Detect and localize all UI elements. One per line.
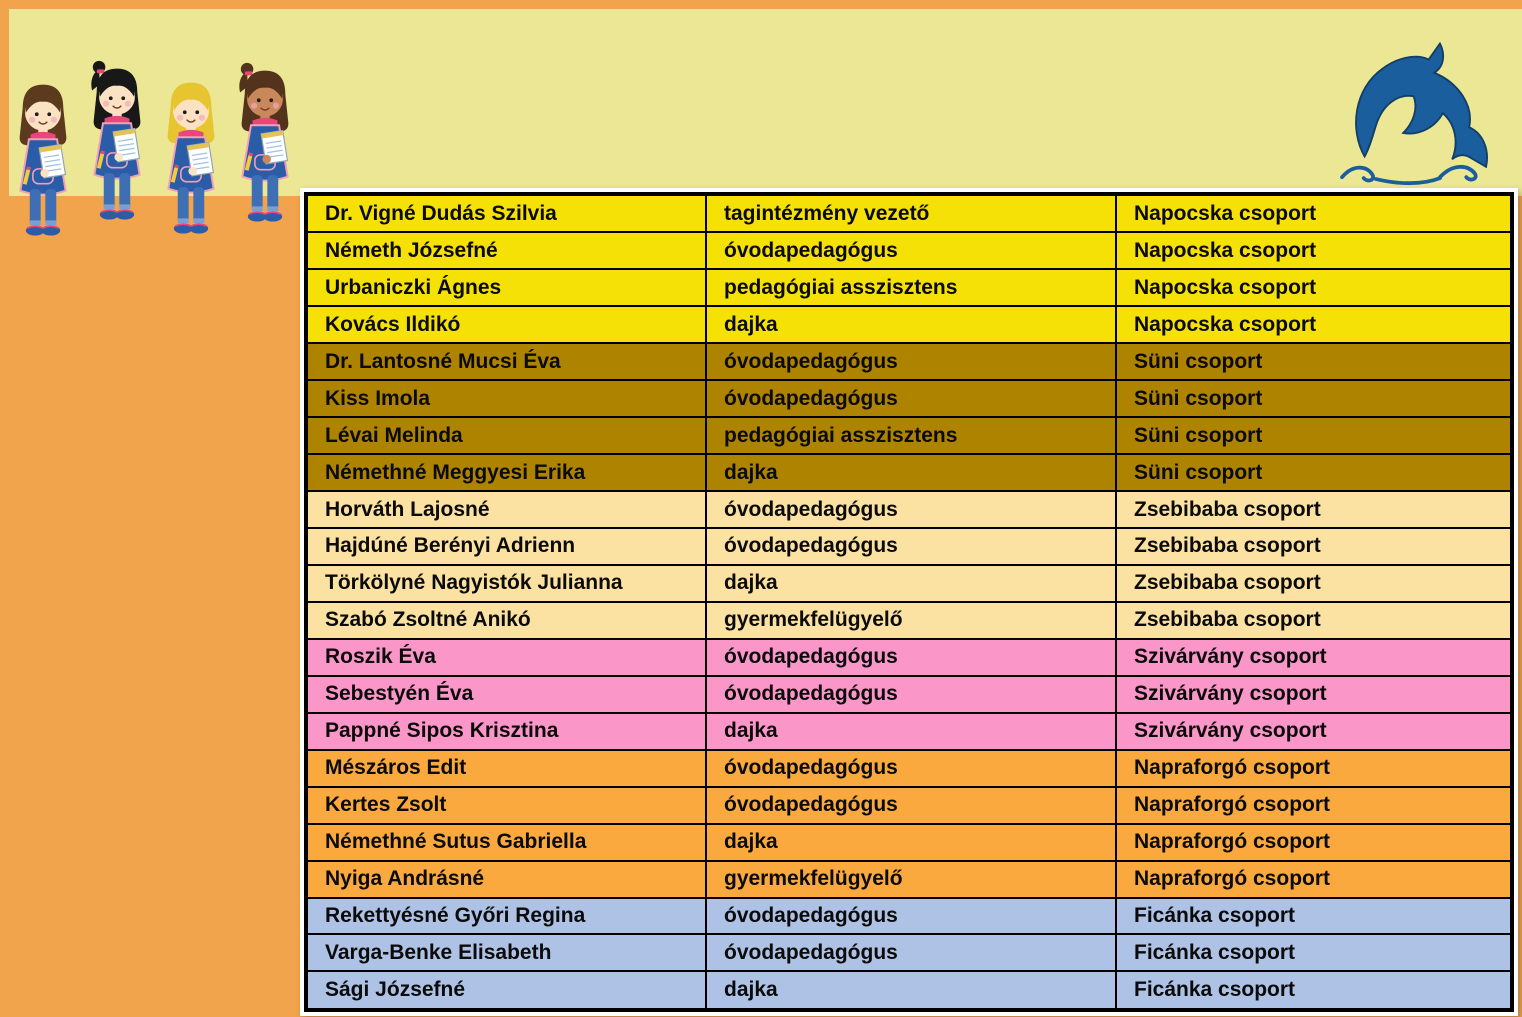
staff-group-cell: Süni csoport	[1116, 343, 1512, 380]
staff-role-cell: óvodapedagógus	[706, 676, 1116, 713]
table-row	[306, 750, 1512, 787]
table-row	[306, 861, 1512, 898]
dolphin-icon	[1328, 36, 1518, 196]
table-row	[306, 269, 1512, 306]
staff-role-cell: gyermekfelügyelő	[706, 602, 1116, 639]
table-row	[306, 787, 1512, 824]
staff-role-cell: dajka	[706, 824, 1116, 861]
staff-role-cell: dajka	[706, 454, 1116, 491]
staff-name-cell: Sebestyén Éva	[306, 676, 706, 713]
staff-group-cell: Napraforgó csoport	[1116, 824, 1512, 861]
staff-role-cell: gyermekfelügyelő	[706, 861, 1116, 898]
table-row	[306, 971, 1512, 1010]
staff-name-cell: Hajdúné Berényi Adrienn	[306, 528, 706, 565]
staff-group-cell: Zsebibaba csoport	[1116, 602, 1512, 639]
table-row	[306, 934, 1512, 971]
table-row	[306, 454, 1512, 491]
staff-role-cell: óvodapedagógus	[706, 491, 1116, 528]
teacher-girl-icon	[226, 42, 304, 242]
table-row	[306, 898, 1512, 935]
staff-role-cell: pedagógiai asszisztens	[706, 417, 1116, 454]
staff-name-cell: Németh Józsefné	[306, 232, 706, 269]
staff-name-cell: Némethné Sutus Gabriella	[306, 824, 706, 861]
staff-group-cell: Napraforgó csoport	[1116, 787, 1512, 824]
staff-role-cell: óvodapedagógus	[706, 380, 1116, 417]
staff-name-cell: Nyiga Andrásné	[306, 861, 706, 898]
staff-group-cell: Napocska csoport	[1116, 232, 1512, 269]
staff-group-cell: Ficánka csoport	[1116, 934, 1512, 971]
staff-role-cell: dajka	[706, 565, 1116, 602]
staff-group-cell: Napraforgó csoport	[1116, 750, 1512, 787]
staff-group-cell: Zsebibaba csoport	[1116, 491, 1512, 528]
staff-group-cell: Napocska csoport	[1116, 269, 1512, 306]
staff-role-cell: dajka	[706, 306, 1116, 343]
staff-group-cell: Szivárvány csoport	[1116, 676, 1512, 713]
table-row	[306, 194, 1512, 232]
staff-role-cell: óvodapedagógus	[706, 750, 1116, 787]
staff-role-cell: óvodapedagógus	[706, 232, 1116, 269]
staff-name-cell: Horváth Lajosné	[306, 491, 706, 528]
staff-group-cell: Szivárvány csoport	[1116, 639, 1512, 676]
staff-table	[304, 192, 1514, 1012]
teacher-girl-icon	[152, 54, 230, 254]
staff-name-cell: Rekettyésné Győri Regina	[306, 898, 706, 935]
table-row	[306, 232, 1512, 269]
kindergarten-teachers-illustration	[4, 40, 300, 256]
staff-group-cell: Süni csoport	[1116, 454, 1512, 491]
staff-name-cell: Urbaniczki Ágnes	[306, 269, 706, 306]
staff-role-cell: óvodapedagógus	[706, 343, 1116, 380]
staff-table-sheet	[300, 188, 1518, 1016]
staff-name-cell: Kertes Zsolt	[306, 787, 706, 824]
staff-group-cell: Napocska csoport	[1116, 306, 1512, 343]
staff-name-cell: Dr. Lantosné Mucsi Éva	[306, 343, 706, 380]
staff-group-cell: Zsebibaba csoport	[1116, 565, 1512, 602]
staff-name-cell: Törkölyné Nagyistók Julianna	[306, 565, 706, 602]
top-orange-bar	[0, 0, 1522, 9]
staff-group-cell: Ficánka csoport	[1116, 898, 1512, 935]
staff-role-cell: pedagógiai asszisztens	[706, 269, 1116, 306]
table-row	[306, 676, 1512, 713]
table-row	[306, 343, 1512, 380]
staff-name-cell: Lévai Melinda	[306, 417, 706, 454]
staff-role-cell: óvodapedagógus	[706, 528, 1116, 565]
dolphin-logo-icon	[1328, 36, 1518, 196]
staff-role-cell: óvodapedagógus	[706, 898, 1116, 935]
staff-name-cell: Kovács Ildikó	[306, 306, 706, 343]
teacher-girl-icon	[4, 56, 82, 256]
staff-group-cell: Süni csoport	[1116, 380, 1512, 417]
table-row	[306, 380, 1512, 417]
staff-name-cell: Némethné Meggyesi Erika	[306, 454, 706, 491]
staff-group-cell: Süni csoport	[1116, 417, 1512, 454]
staff-group-cell: Ficánka csoport	[1116, 971, 1512, 1010]
staff-role-cell: óvodapedagógus	[706, 639, 1116, 676]
staff-role-cell: óvodapedagógus	[706, 787, 1116, 824]
table-row	[306, 491, 1512, 528]
staff-name-cell: Mészáros Edit	[306, 750, 706, 787]
table-row	[306, 713, 1512, 750]
staff-group-cell: Napraforgó csoport	[1116, 861, 1512, 898]
teacher-girl-icon	[78, 40, 156, 240]
staff-group-cell: Szivárvány csoport	[1116, 713, 1512, 750]
table-row	[306, 528, 1512, 565]
staff-name-cell: Kiss Imola	[306, 380, 706, 417]
staff-name-cell: Pappné Sipos Krisztina	[306, 713, 706, 750]
staff-name-cell: Sági Józsefné	[306, 971, 706, 1010]
table-row	[306, 417, 1512, 454]
staff-group-cell: Napocska csoport	[1116, 194, 1512, 232]
staff-name-cell: Varga-Benke Elisabeth	[306, 934, 706, 971]
table-row	[306, 824, 1512, 861]
table-row	[306, 565, 1512, 602]
staff-role-cell: óvodapedagógus	[706, 934, 1116, 971]
table-row	[306, 306, 1512, 343]
staff-name-cell: Roszik Éva	[306, 639, 706, 676]
staff-role-cell: tagintézmény vezető	[706, 194, 1116, 232]
staff-role-cell: dajka	[706, 713, 1116, 750]
staff-name-cell: Szabó Zsoltné Anikó	[306, 602, 706, 639]
staff-group-cell: Zsebibaba csoport	[1116, 528, 1512, 565]
table-row	[306, 602, 1512, 639]
staff-name-cell: Dr. Vigné Dudás Szilvia	[306, 194, 706, 232]
table-row	[306, 639, 1512, 676]
staff-role-cell: dajka	[706, 971, 1116, 1010]
